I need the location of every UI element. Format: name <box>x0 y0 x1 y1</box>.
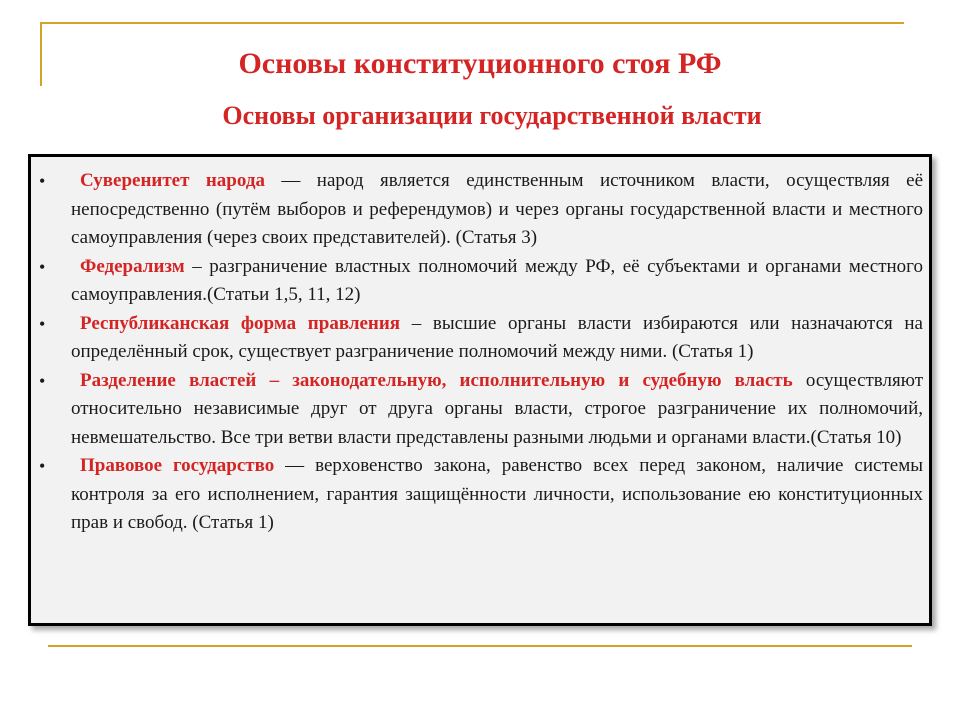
principle-separation-of-powers <box>37 367 923 453</box>
principle-sovereignty <box>37 167 923 253</box>
bullet-icon: • <box>39 370 46 391</box>
bullet-icon: • <box>39 256 46 277</box>
bullet-icon: • <box>39 456 46 476</box>
principles-list <box>31 157 929 538</box>
principle-text: — народ является единственным источником власти, осуществляя её непосредственно (путём выборов и референдумов) и через органы государственной власти и местного самоуправления (через своих представителей). (Статья 3) <box>71 170 923 248</box>
frame-top-line <box>40 22 904 24</box>
principle-republican-form <box>37 310 923 367</box>
principle-text: осуществляют относительно независимые друг от друга органы власти, строгое разграничение их полномочий, невмешательство. Все три ветви власти представлены разными людьми и органами власти.(Статья 10) <box>71 369 923 448</box>
principle-term: Правовое государство <box>80 455 275 476</box>
slide-title: Основы конституционного стоя РФ <box>238 47 722 80</box>
principle-term: Суверенитет народа <box>80 170 265 191</box>
principle-highlight: – законодательную, исполнительную и судебную власть <box>256 369 793 391</box>
principle-text: – разграничение властных полномочий между РФ, её субъектами и органами местного самоуправления.(Статьи 1,5, 11, 12) <box>71 255 923 305</box>
principle-text: — верховенство закона, равенство всех перед законом, наличие системы контроля за его исполнением, гарантия защищённости личности, использование ею конституционных прав и свобод. (Статья 1) <box>71 455 923 533</box>
principle-rule-of-law <box>37 452 923 538</box>
principle-term: Федерализм <box>80 255 185 277</box>
slide-subtitle: Основы организации государственной власти <box>222 101 762 130</box>
principle-federalism <box>37 253 923 310</box>
principle-text: – высшие органы власти избираются или назначаются на определённый срок, существует разграничение полномочий между ними. (Статья 1) <box>71 312 923 362</box>
principles-box <box>28 154 932 626</box>
bullet-icon: • <box>39 171 46 191</box>
bullet-icon: • <box>39 313 46 334</box>
principle-term: Республиканская форма правления <box>80 312 401 334</box>
principle-term: Разделение властей <box>80 369 257 391</box>
frame-bottom-line <box>48 645 912 647</box>
